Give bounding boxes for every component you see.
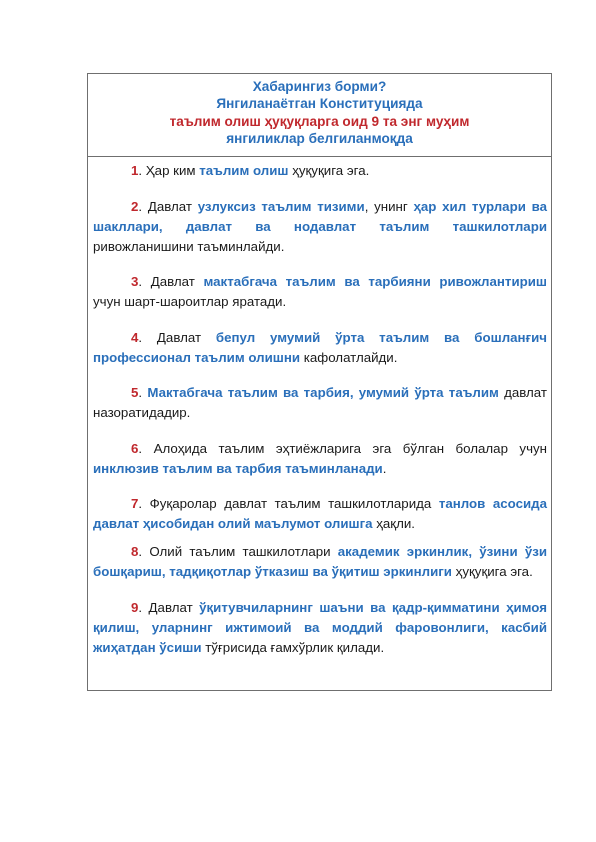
info-box [87, 73, 552, 691]
item-number: 7 [131, 496, 139, 511]
item-number: 5 [131, 385, 139, 400]
item-number: 2 [131, 198, 139, 214]
header-line-1: Хабарингиз борми? [252, 79, 387, 94]
list-item: 3. Давлат мактабгача таълим ва тарбияни ривожлантириш учун шарт-шароитлар яратади. [93, 274, 547, 309]
list-item: 1. Ҳар ким таълим олиш ҳуқуқига эга. [131, 163, 370, 178]
list-item: 8. Олий таълим ташкилотлари академик эркинлик, ўзини ўзи бошқариш, тадқиқотлар ўтказиш ва ўқитиш эркинлиги ҳуқуқига эга. [93, 544, 547, 579]
list-item: 6. Алоҳида таълим эҳтиёжларига эга бўлган болалар учун инклюзив таълим ва тарбия таъминланади. [93, 440, 547, 476]
item-number: 6 [131, 440, 139, 456]
items-list [88, 157, 551, 658]
list-item: 2. Давлат узлуксиз таълим тизими, унинг ҳар хил турлари ва шакллари, давлат ва нодавлат таълим ташкилотлари ривожланишини таъминлайди. [93, 198, 548, 254]
list-item: 5. Мактабгача таълим ва тарбия, умумий ўрта таълим давлат назоратидадир. [93, 385, 547, 420]
header-line-4: янгиликлар белгиланмоқда [226, 131, 413, 147]
item-number: 3 [131, 274, 139, 289]
item-number: 9 [131, 599, 139, 615]
header [88, 74, 551, 157]
item-number: 1 [131, 163, 139, 178]
item-number: 4 [131, 329, 139, 345]
header-line-3: таълим олиш ҳуқуқларга оид 9 та энг муҳим [169, 113, 470, 129]
header-line-2: Янгиланаётган Конституцияда [216, 96, 423, 112]
list-item: 4. Давлат бепул умумий ўрта таълим ва бошланғич профессионал таълим олишни кафолатлайди. [93, 329, 547, 365]
list-item: 9. Давлат ўқитувчиларнинг шаъни ва қадр-қимматини ҳимоя қилиш, уларнинг ижтимоий ва моддий фаровонлиги, касбий жиҳатдан ўсиши тўғрисида ғамхўрлик қилади. [93, 599, 548, 655]
list-item: 7. Фуқаролар давлат таълим ташкилотларида танлов асосида давлат ҳисобидан олий маълумот олишга ҳақли. [93, 496, 548, 531]
item-number: 8 [131, 544, 139, 559]
